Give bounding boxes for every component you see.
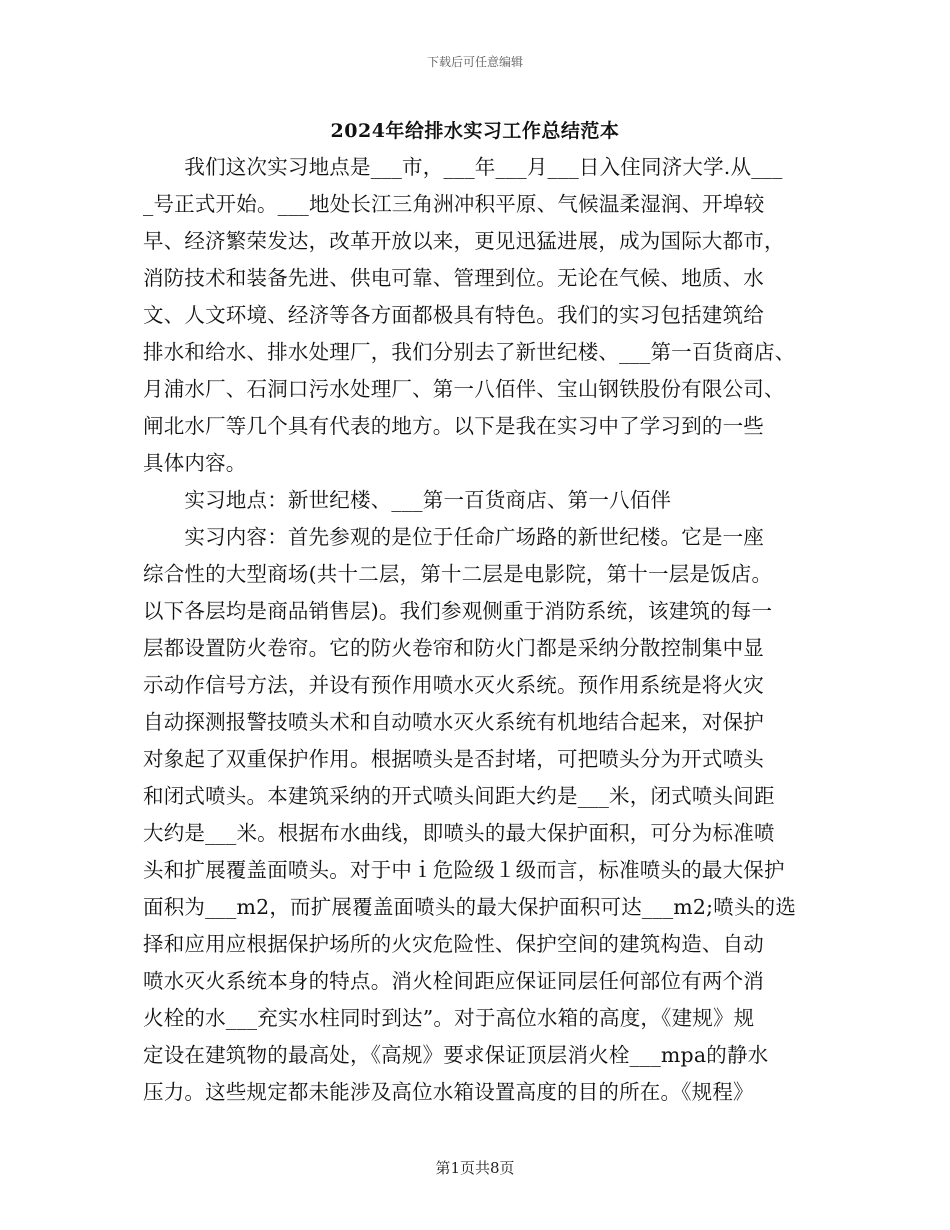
body-line: 喷水灭火系统本身的特点。消火栓间距应保证同层任何部位有两个消 [143,969,764,993]
body-line: 我们这次实习地点是___市，___年___月___日入住同济大学.从___ [143,155,783,179]
body-line: _号正式开始。___地处长江三角洲冲积平原、气候温柔湿润、开埠较 [143,192,765,216]
body-line: 排水和给水、排水处理厂，我们分别去了新世纪楼、___第一百货商店、 [143,340,796,364]
body-line: 闸北水厂等几个具有代表的地方。以下是我在实习中了学习到的一些 [143,414,764,438]
body-line: 和闭式喷头。本建筑采纳的开式喷头间距大约是___米，闭式喷头间距 [143,784,775,808]
body-line: 以下各层均是商品销售层)。我们参观侧重于消防系统，该建筑的每一 [143,599,773,623]
body-line: 定设在建筑物的最高处，《高规》要求保证顶层消火栓___mpa的静水 [143,1043,769,1067]
body-line: 面积为___m2，而扩展覆盖面喷头的最大保护面积可达___m2;喷头的选 [143,895,797,919]
document-title: 2024年给排水实习工作总结范本 [330,120,620,142]
body-line: 具体内容。 [143,451,247,475]
header-note: 下载后可任意编辑 [426,55,523,69]
body-line: 综合性的大型商场(共十二层，第十二层是电影院，第十一层是饭店。 [143,562,773,586]
body-line: 头和扩展覆盖面喷头。对于中ｉ危险级１级而言，标准喷头的最大保护 [143,858,785,882]
body-line: 消防技术和装备先进、供电可靠、管理到位。无论在气候、地质、水 [143,266,764,290]
page-footer: 第1页共8页 [435,1159,515,1177]
body-line: 月浦水厂、石洞口污水处理厂、第一八佰伴、宝山钢铁股份有限公司、 [143,377,785,401]
body-line: 实习地点：新世纪楼、___第一百货商店、第一八佰伴 [143,488,672,512]
body-line: 实习内容：首先参观的是位于任命广场路的新世纪楼。它是一座 [143,525,764,549]
body-line: 火栓的水___充实水柱同时到达”。对于高位水箱的高度，《建规》规 [143,1006,755,1030]
body-line: 早、经济繁荣发达，改革开放以来，更见迅猛进展，成为国际大都市， [143,229,785,253]
body-line: 自动探测报警技喷头术和自动喷水灭火系统有机地结合起来，对保护 [143,710,764,734]
body-line: 示动作信号方法，并设有预作用喷水灭火系统。预作用系统是将火灾 [143,673,764,697]
body-line: 层都设置防火卷帘。它的防火卷帘和防火门都是采纳分散控制集中显 [143,636,764,660]
body-line: 大约是___米。根据布水曲线，即喷头的最大保护面积，可分为标准喷 [143,821,775,845]
body-line: 压力。这些规定都未能涉及高位水箱设置高度的目的所在。《规程》 [143,1080,754,1104]
body-line: 文、人文环境、经济等各方面都极具有特色。我们的实习包括建筑给 [143,303,764,327]
body-line: 择和应用应根据保护场所的火灾危险性、保护空间的建筑构造、自动 [143,932,764,956]
body-line: 对象起了双重保护作用。根据喷头是否封堵，可把喷头分为开式喷头 [143,747,764,771]
